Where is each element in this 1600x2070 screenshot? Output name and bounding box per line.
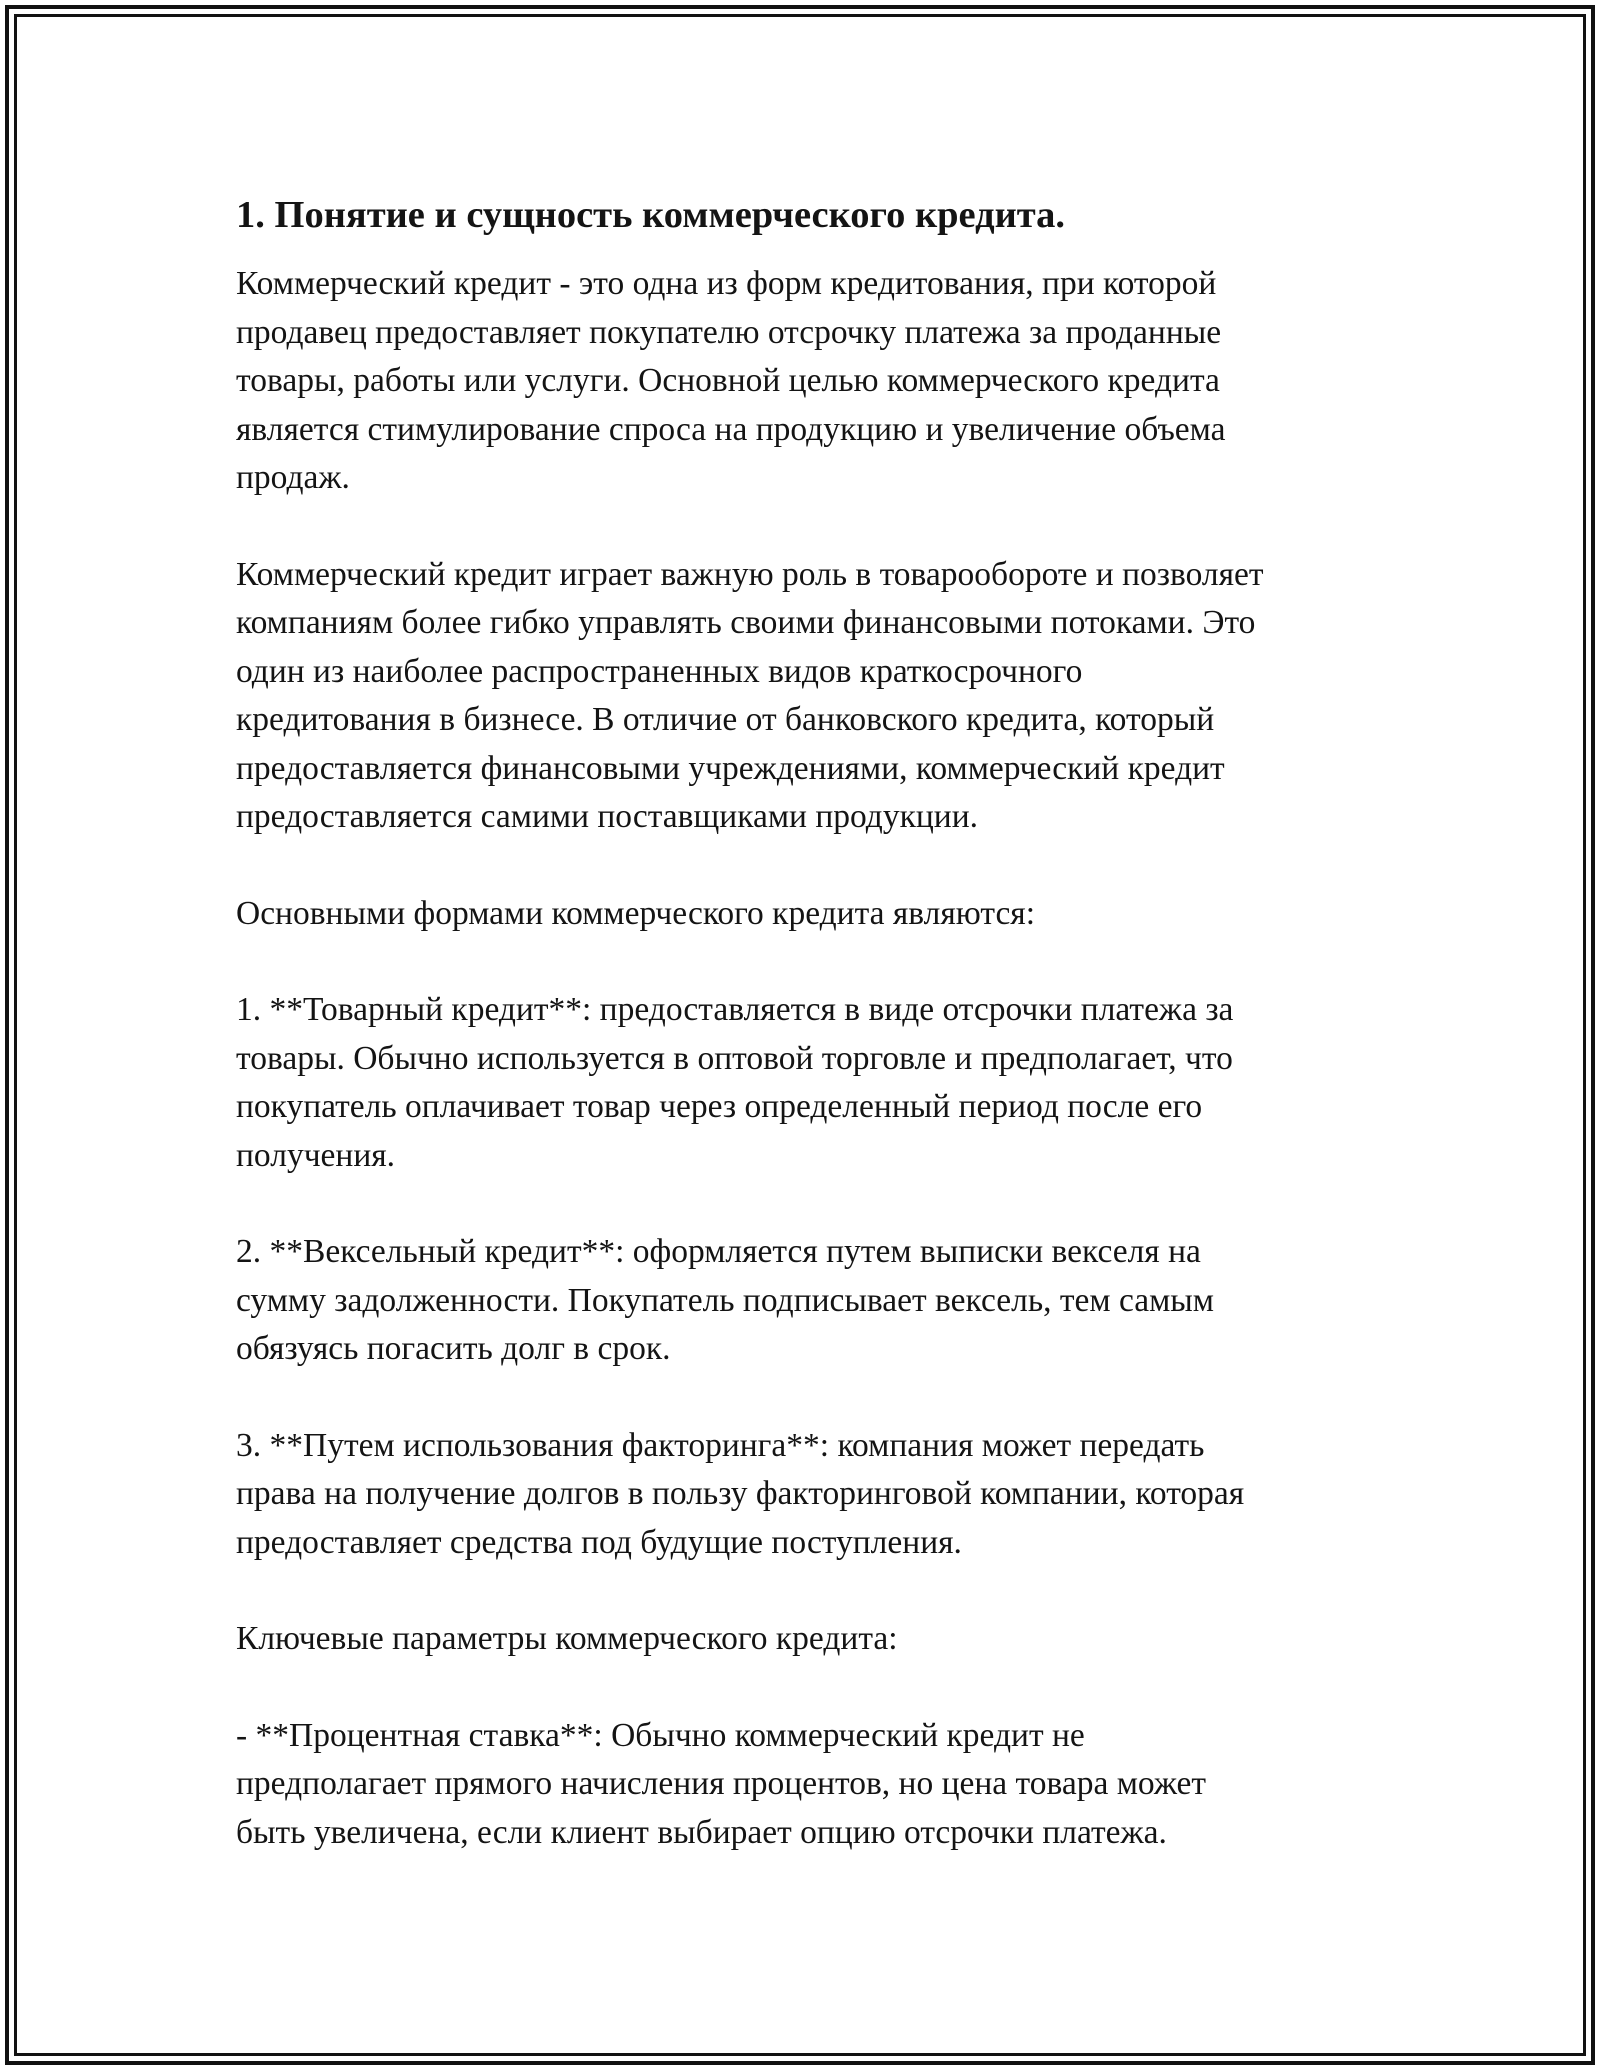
paragraph-forms-intro: Основными формами коммерческого кредита являются: [236,894,1036,932]
paragraph-role: Коммерческий кредит играет важную роль в товарообороте и позволяет компаниям более гибко управлять своими финансовыми потоками. Это один из наиболее распространенных видов краткосрочного кредитования в бизнесе. В отличие от банковского кредита, который предоставляется финансовыми учреждениями, коммерческий кредит предоставляется самими поставщиками продукции. [236,555,1264,835]
paragraph-definition: Коммерческий кредит - это одна из форм кредитования, при которой продавец предоставляет покупателю отсрочку платежа за проданные товары, работы или услуги. Основной целью коммерческого кредита является стимулирование спроса на продукцию и увеличение объема продаж. [236,265,1226,496]
document-body [236,186,1386,1857]
list-item-bill-credit: 2. **Вексельный кредит**: оформляется путем выписки векселя на сумму задолженности. Покупатель подписывает вексель, тем самым обязуясь погасить долг в срок. [236,1233,1215,1367]
list-item-factoring: 3. **Путем использования факторинга**: компания может передать права на получение долгов в пользу факторинговой компании, которая предоставляет средства под будущие поступления. [236,1426,1245,1561]
section-heading: 1. Понятие и сущность коммерческого кредита. [236,194,1066,236]
paragraph-params-intro: Ключевые параметры коммерческого кредита: [236,1620,898,1657]
list-item-goods-credit: 1. **Товарный кредит**: предоставляется в виде отсрочки платежа за товары. Обычно используется в оптовой торговле и предполагает, что покупатель оплачивает товар через определенный период после его получения. [236,991,1234,1174]
list-item-interest-rate: - **Процентная ставка**: Обычно коммерческий кредит не предполагает прямого начисления процентов, но цена товара может быть увеличена, если клиент выбирает опцию отсрочки платежа. [236,1716,1207,1851]
